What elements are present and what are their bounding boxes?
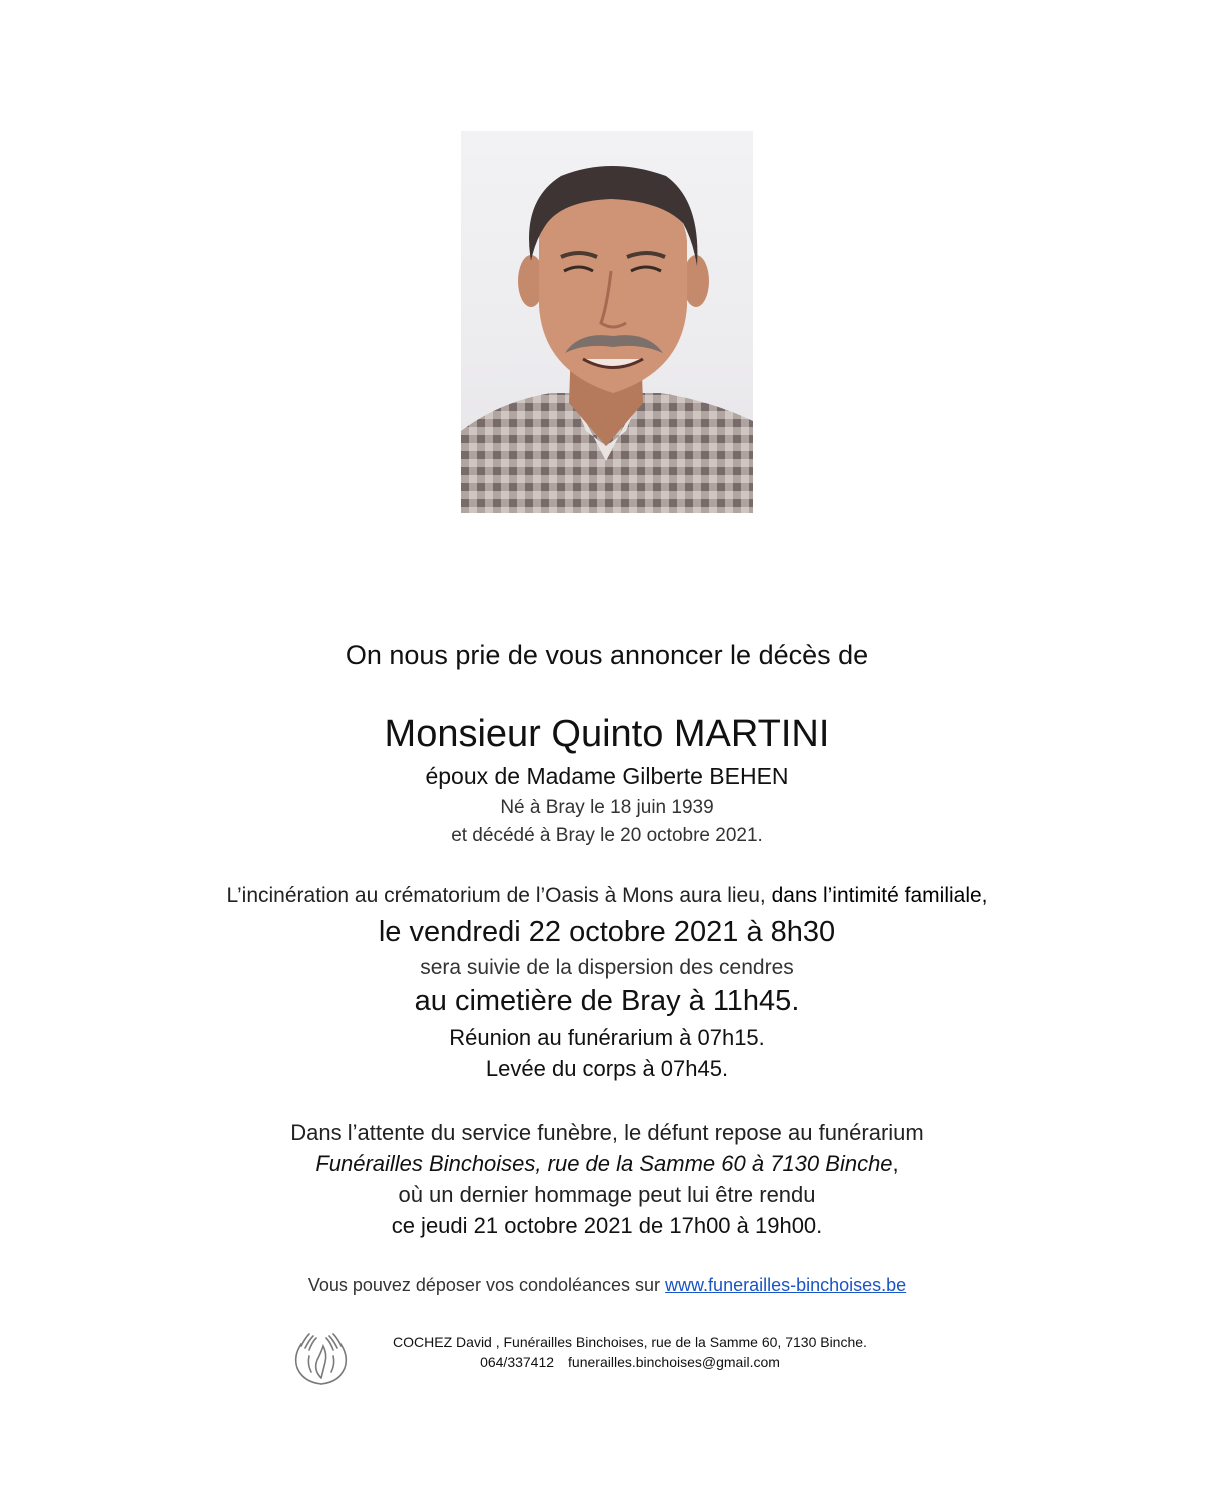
funeral-home-address-text: Funérailles Binchoises, rue de la Samme 60 à 7130 Binche — [315, 1151, 893, 1176]
visitation-time: ce jeudi 21 octobre 2021 de 17h00 à 19h00. — [391, 1213, 823, 1238]
phoenix-logo-icon — [287, 1332, 355, 1390]
birth-line: Né à Bray le 18 juin 1939 — [500, 797, 714, 818]
homage-line: où un dernier hommage peut lui être rendu — [398, 1182, 816, 1207]
cemetery-line: au cimetière de Bray à 11h45. — [414, 985, 800, 1017]
footer-address: COCHEZ David , Funérailles Binchoises, rue de la Samme 60, 7130 Binche. — [393, 1334, 867, 1350]
deceased-name: Monsieur Quinto MARTINI — [384, 713, 830, 755]
wake-intro: Dans l’attente du service funèbre, le défunt repose au funérarium — [290, 1120, 924, 1145]
condolences-text: Vous pouvez déposer vos condoléances sur — [307, 1275, 666, 1295]
levee-line: Levée du corps à 07h45. — [485, 1056, 729, 1081]
cremation-line — [0, 884, 1214, 908]
spouse-line: époux de Madame Gilberte BEHEN — [425, 763, 789, 789]
death-line: et décédé à Bray le 20 octobre 2021. — [451, 825, 763, 846]
reunion-line: Réunion au funérarium à 07h15. — [449, 1025, 765, 1050]
funeral-home-address — [0, 1151, 1214, 1177]
footer-phone: 064/337412 — [480, 1354, 555, 1370]
condolences-link[interactable]: www.funerailles-binchoises.be — [665, 1275, 907, 1295]
ceremony-date: le vendredi 22 octobre 2021 à 8h30 — [378, 916, 836, 948]
portrait-photo — [461, 131, 753, 513]
cremation-text: L’incinération au crématorium de l’Oasis à Mons aura lieu, — [226, 884, 772, 907]
condolences-line — [0, 1275, 1214, 1296]
cremation-emphasis: dans l’intimité familiale, — [771, 884, 988, 907]
address-suffix: , — [892, 1151, 899, 1176]
announcement-intro: On nous prie de vous annoncer le décès de — [345, 640, 869, 670]
dispersion-line: sera suivie de la dispersion des cendres — [420, 956, 794, 979]
footer-email: funerailles.binchoises@gmail.com — [568, 1354, 780, 1370]
footer-contact — [370, 1354, 890, 1370]
